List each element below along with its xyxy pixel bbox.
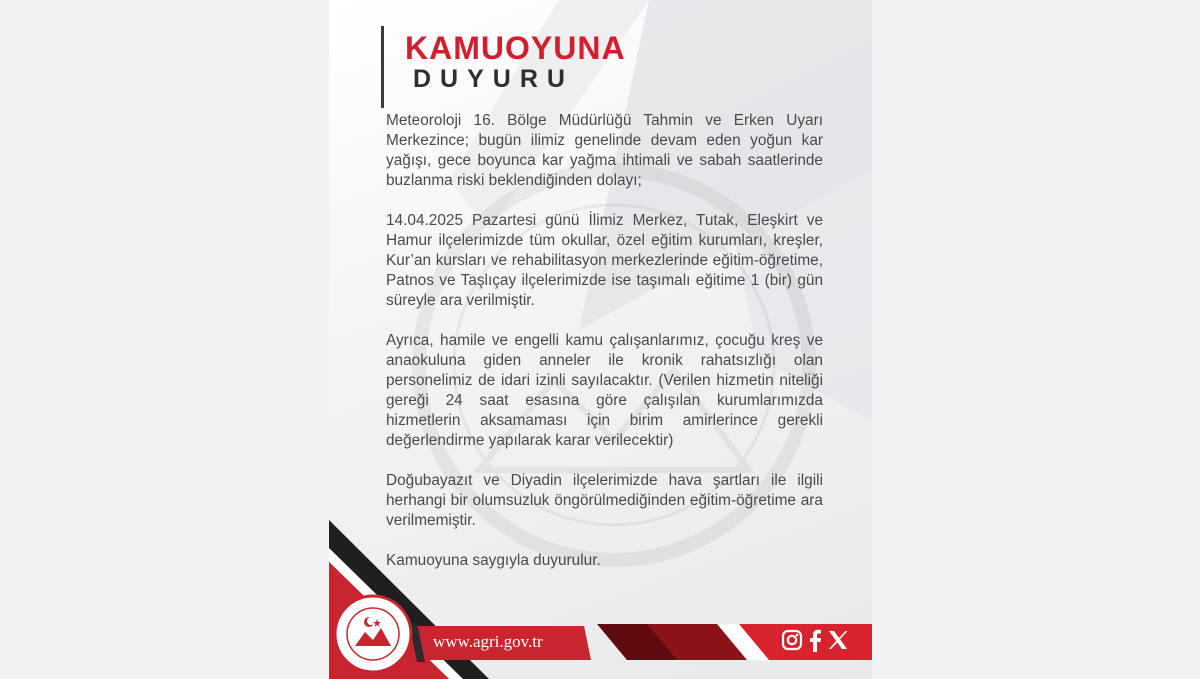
paragraph: Ayrıca, hamile ve engelli kamu çalışanlarımız, çocuğu kreş ve anaokuluna giden anneler ile kronik rahatsızlığı olan personelimiz de idari izinli sayılacaktır. (Verilen hizmetin niteliği gereği 24 saat esasına göre çalışılan kurumlarımızda hizmetlerin aksamaması için birim amirlerince gerekli değerlendirme yapılarak karar verilecektir) bbox=[386, 332, 823, 449]
website-link[interactable]: www.agri.gov.tr bbox=[433, 632, 543, 651]
page-title: KAMUOYUNA bbox=[405, 30, 626, 66]
title-accent-bar bbox=[381, 26, 384, 108]
announcement-poster bbox=[329, 0, 872, 679]
paragraph: Doğubayazıt ve Diyadin ilçelerimizde hava şartları ile ilgili herhangi bir olumsuzluk öngörülmediğinden eğitim-öğretime ara verilmemiştir. bbox=[386, 472, 823, 529]
page-subtitle: DUYURU bbox=[413, 65, 574, 93]
x-icon[interactable] bbox=[827, 629, 849, 656]
announcement-body bbox=[386, 111, 823, 591]
paragraph: Kamuoyuna saygıyla duyurulur. bbox=[386, 552, 601, 569]
social-icons bbox=[781, 628, 849, 657]
facebook-icon[interactable] bbox=[807, 628, 823, 657]
paragraph: Meteoroloji 16. Bölge Müdürlüğü Tahmin ve Erken Uyarı Merkezince; bugün ilimiz genelinde devam eden yoğun kar yağışı, gece boyunca kar yağma ihtimali ve sabah saatlerinde buzlanma riski beklendiğinden dolayı; bbox=[386, 112, 823, 189]
instagram-icon[interactable] bbox=[781, 629, 803, 656]
seal-logo bbox=[333, 594, 413, 674]
paragraph: 14.04.2025 Pazartesi günü İlimiz Merkez, Tutak, Eleşkirt ve Hamur ilçelerimizde tüm okullar, özel eğitim kurumları, kreşler, Kur’an kursları ve rehabilitasyon merkezlerinde eğitim-öğretime, Patnos ve Taşlıçay ilçelerimizde ise taşımalı eğitime 1 (bir) gün süreyle ara verilmiştir. bbox=[386, 212, 823, 309]
